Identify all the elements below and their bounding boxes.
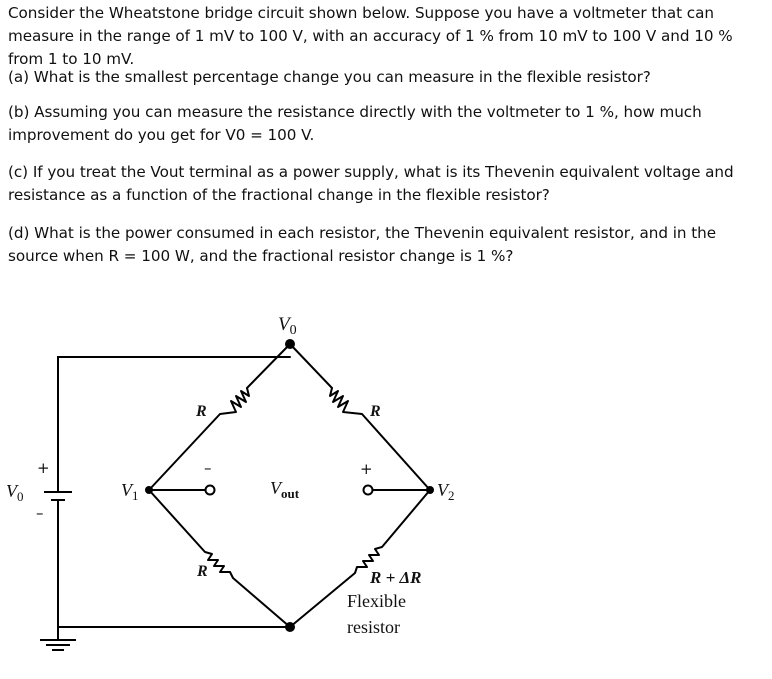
label-v0-top: $V_0$	[278, 314, 297, 338]
wire-top-left-arm	[149, 344, 290, 490]
label-vout: $V_{out}$	[270, 478, 300, 501]
label-v0-left: $V_0$	[6, 481, 24, 504]
question-c: (c) If you treat the Vout terminal as a power supply, what is its Thevenin equivalent voltage and resistance as a function of the fractional change in the flexible resistor?	[8, 163, 734, 204]
resistor-top-right	[330, 388, 362, 414]
wire-top	[58, 357, 290, 492]
node-v1	[145, 486, 153, 494]
wire-bottom-left-arm	[149, 490, 290, 627]
label-r-top-left: R	[196, 403, 207, 420]
label-battery-plus: +	[37, 459, 50, 477]
question-a: (a) What is the smallest percentage change you can measure in the flexible resistor?	[8, 68, 651, 86]
label-r-top-right: R	[370, 403, 381, 420]
label-r-bottom-left: R	[197, 563, 208, 580]
question-b: (b) Assuming you can measure the resistance directly with the voltmeter to 1 %, how much improvement do you get for V0 = 100 V.	[8, 103, 702, 144]
node-bottom	[285, 622, 295, 632]
terminal-minus	[206, 486, 215, 495]
ground-symbol	[40, 640, 76, 650]
label-vout-plus: +	[360, 460, 373, 478]
label-vout-minus: –	[204, 459, 212, 477]
resistor-top-left	[220, 388, 249, 414]
label-flexible: Flexible	[347, 591, 406, 611]
label-v2: $V_2$	[437, 480, 455, 503]
label-battery-minus: –	[36, 504, 44, 522]
terminal-plus	[364, 486, 373, 495]
resistor-bottom-left	[205, 552, 233, 578]
label-resistor: resistor	[347, 617, 400, 637]
node-top	[285, 339, 295, 349]
node-v2	[426, 486, 434, 494]
battery-symbol	[44, 492, 72, 500]
question-d: (d) What is the power consumed in each resistor, the Thevenin equivalent resistor, and in the source when R = 100 W, and the fractional resistor change is 1 %?	[8, 224, 717, 265]
intro-text: Consider the Wheatstone bridge circuit shown below. Suppose you have a voltmeter that can measure in the range of 1 mV to 100 V, with an accuracy of 1 % from 10 mV to 100 V and 10 % from 1 to 10 mV.	[8, 4, 733, 68]
label-r-bottom-right: R + ΔR	[370, 568, 422, 587]
label-v1: $V_1$	[121, 480, 139, 503]
